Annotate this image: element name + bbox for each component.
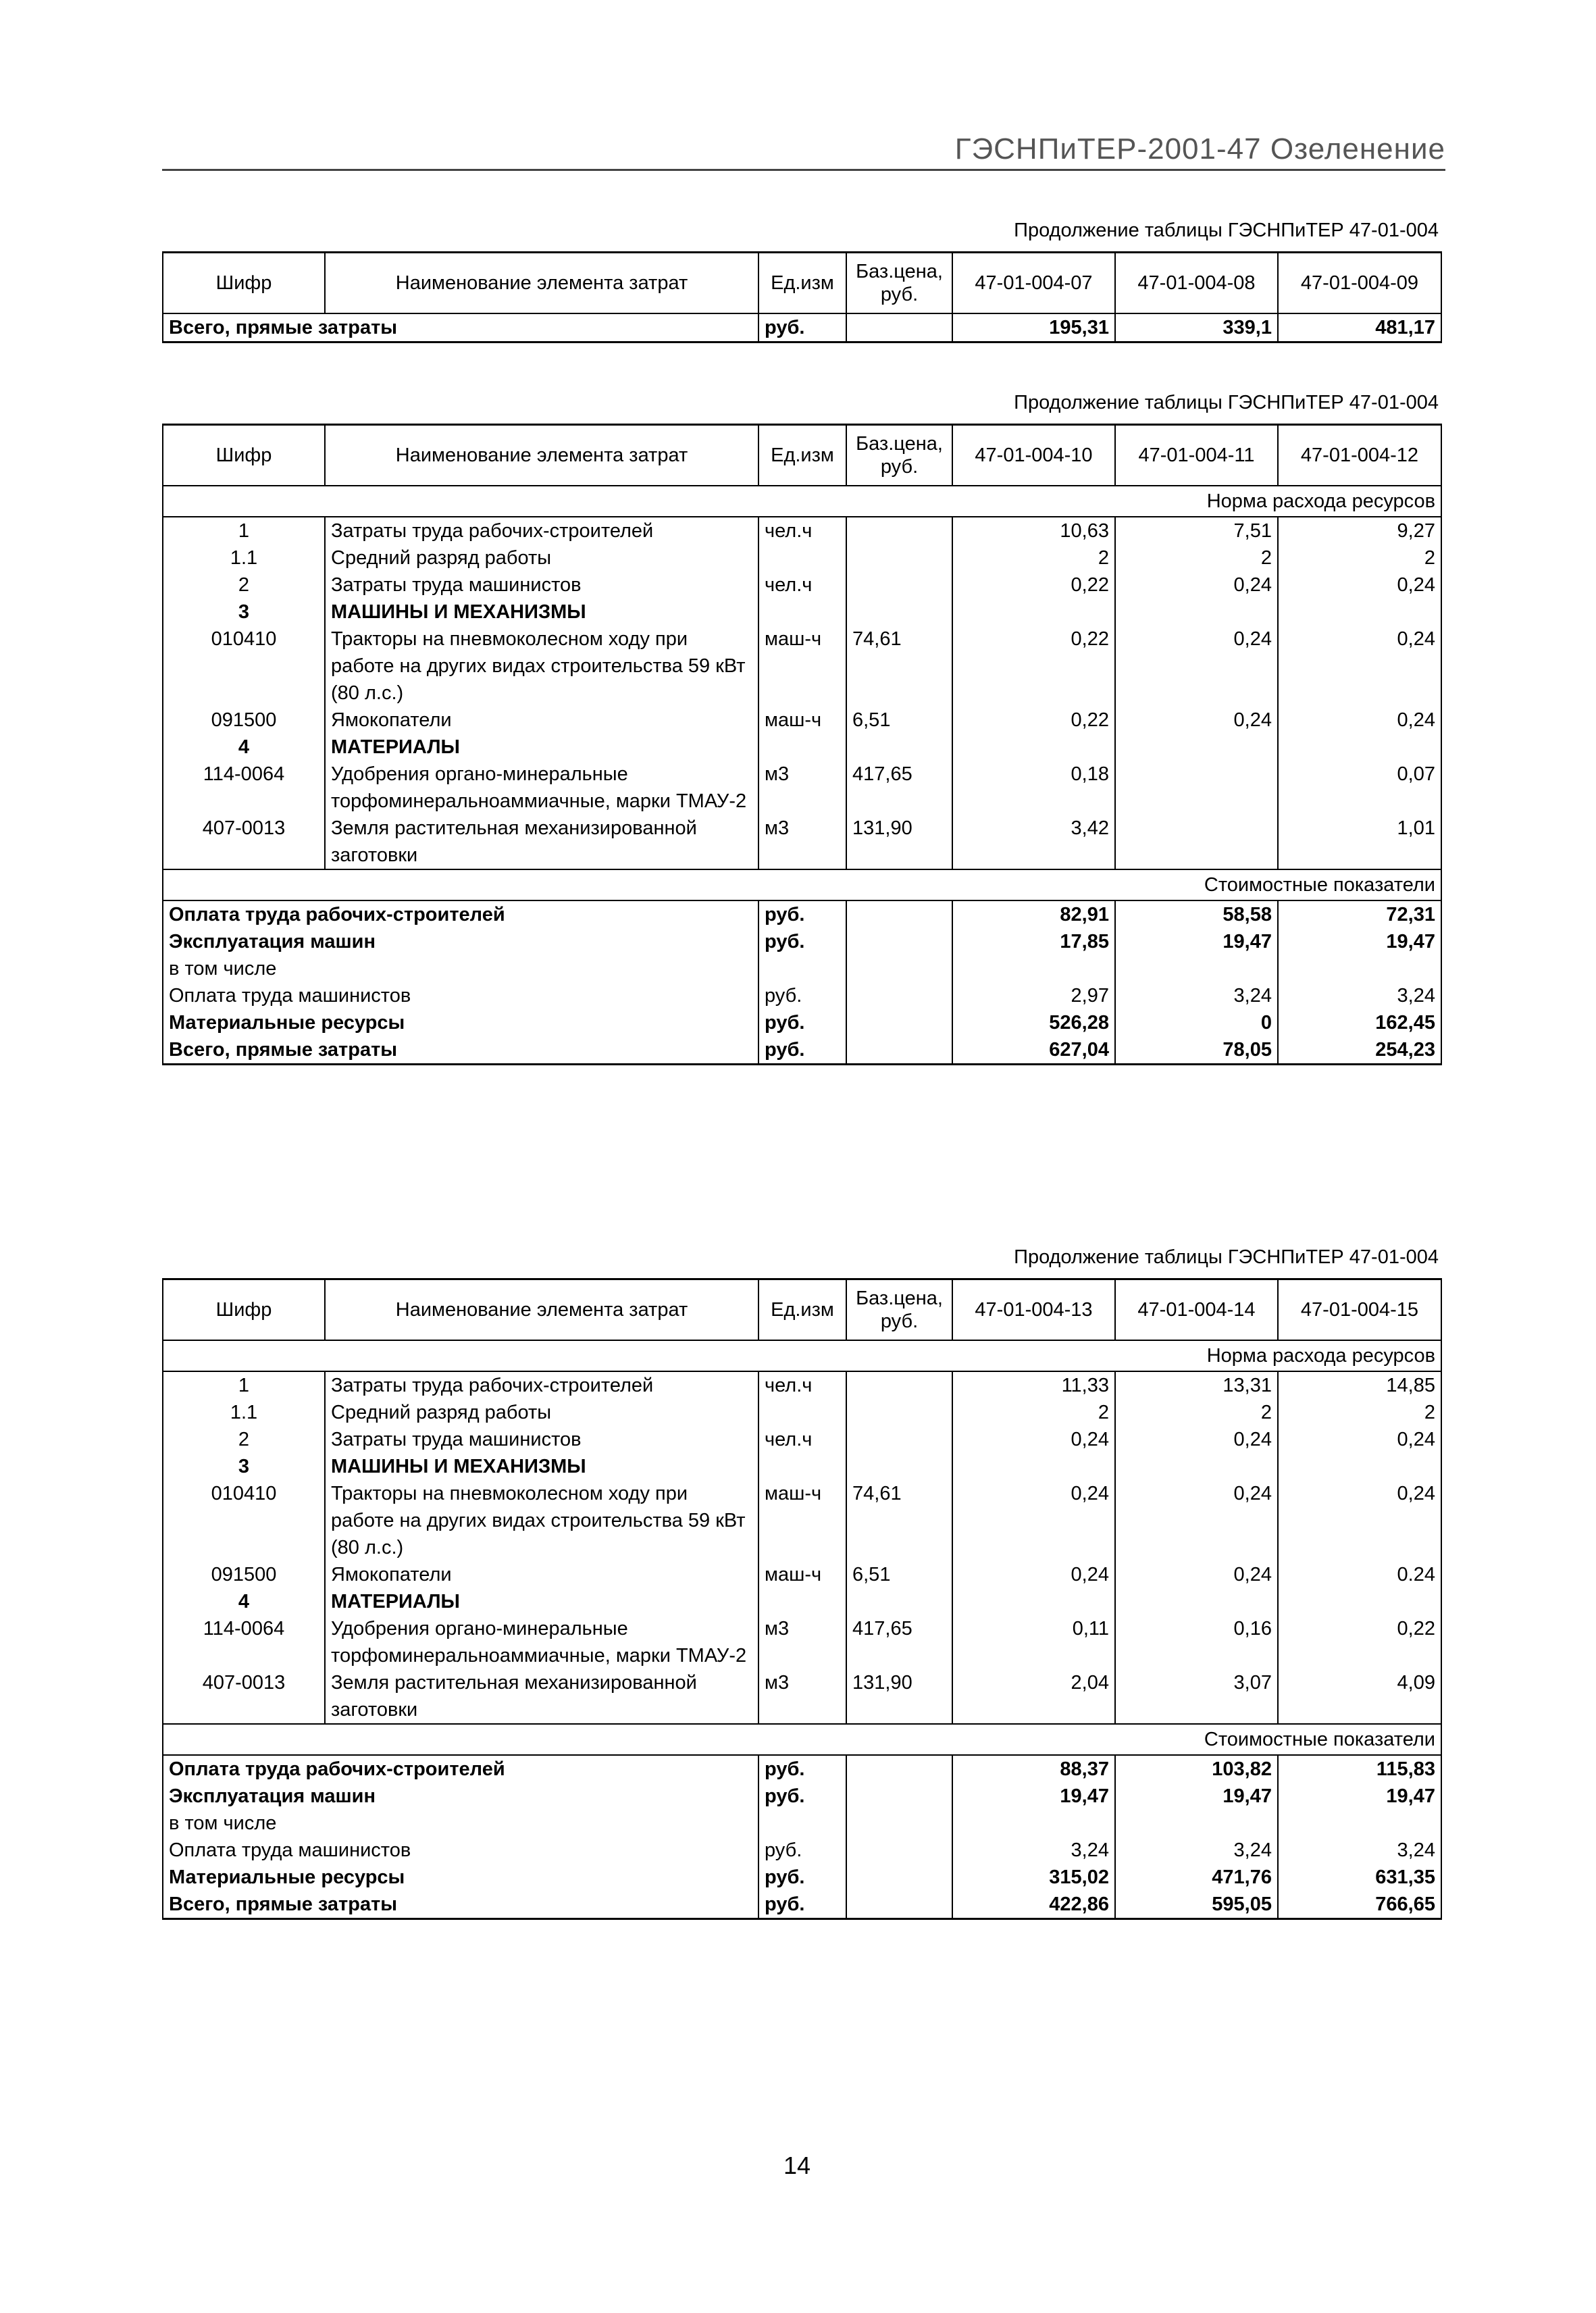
table3-resource-rows: [163, 1371, 1441, 1724]
cell-price: 74,61: [846, 1480, 952, 1561]
cell-unit: [758, 1453, 846, 1480]
cost-unit: руб.: [758, 1755, 846, 1783]
cell-shifr: 114-0064: [163, 1615, 325, 1669]
cell-value: 9,27: [1278, 517, 1441, 544]
cell-value: 0,16: [1115, 1615, 1278, 1669]
cost-value: 526,28: [952, 1009, 1115, 1036]
cost-price: [846, 1755, 952, 1783]
cell-value: 0,24: [952, 1426, 1115, 1453]
cost-unit: руб.: [758, 1891, 846, 1919]
cell-unit: маш-ч: [758, 626, 846, 707]
cost-name: Эксплуатация машин: [163, 1783, 758, 1810]
norm-label: Норма расхода ресурсов: [163, 486, 1441, 517]
cell-name: Удобрения органо-минеральные торфоминеральноаммиачные, марки ТМАУ-2: [325, 1615, 758, 1669]
cell-unit: [758, 734, 846, 761]
cell-name: Удобрения органо-минеральные торфоминеральноаммиачные, марки ТМАУ-2: [325, 761, 758, 815]
cost-name: Оплата труда рабочих-строителей: [163, 1755, 758, 1783]
total-value: 195,31: [952, 313, 1115, 342]
cell-value: [1115, 1588, 1278, 1615]
cost-price: [846, 1891, 952, 1919]
cell-price: [846, 544, 952, 571]
cost-value: 17,85: [952, 928, 1115, 955]
cell-value: 0,24: [1115, 1561, 1278, 1588]
cell-value: 7,51: [1115, 517, 1278, 544]
cost-value: 58,58: [1115, 900, 1278, 928]
cost-value: 78,05: [1115, 1036, 1278, 1065]
cell-unit: м3: [758, 1669, 846, 1724]
cell-value: [952, 734, 1115, 761]
cost-value: 254,23: [1278, 1036, 1441, 1065]
cost-price: [846, 1036, 952, 1065]
cell-value: 0,24: [1278, 1426, 1441, 1453]
cell-shifr: 1.1: [163, 544, 325, 571]
cell-unit: чел.ч: [758, 517, 846, 544]
cell-value: 2: [1115, 1399, 1278, 1426]
col-code-header: 47-01-004-09: [1278, 253, 1441, 314]
norm-label-row: [163, 486, 1441, 517]
cost-value: 3,24: [1278, 982, 1441, 1009]
cost-value: 19,47: [1115, 1783, 1278, 1810]
table-row: [163, 626, 1441, 707]
cost-name: Эксплуатация машин: [163, 928, 758, 955]
cost-name: в том числе: [163, 1810, 758, 1837]
cost-unit: руб.: [758, 1036, 846, 1065]
table-row: [163, 1561, 1441, 1588]
document-header-title: ГЭСНПиТЕР-2001-47 Озеленение: [954, 132, 1445, 166]
total-unit: руб.: [758, 313, 846, 342]
table-row: [163, 734, 1441, 761]
cost-value: 2,97: [952, 982, 1115, 1009]
cost-value: 627,04: [952, 1036, 1115, 1065]
cell-unit: м3: [758, 761, 846, 815]
cost-value: 19,47: [1115, 928, 1278, 955]
table-row: [163, 1588, 1441, 1615]
cell-price: [846, 1426, 952, 1453]
cell-value: 2: [1115, 544, 1278, 571]
cell-price: [846, 1453, 952, 1480]
cell-shifr: 4: [163, 734, 325, 761]
table2: [162, 424, 1442, 1065]
cost-label-row: [163, 1724, 1441, 1755]
cell-price: [846, 734, 952, 761]
cost-value: [1115, 955, 1278, 982]
cell-value: 0,22: [1278, 1615, 1441, 1669]
table1-header-row: [163, 253, 1441, 314]
cell-shifr: 091500: [163, 707, 325, 734]
norm-label-row: [163, 1340, 1441, 1371]
cost-row: [163, 955, 1441, 982]
col-price-header: Баз.цена, руб.: [846, 253, 952, 314]
cell-shifr: 091500: [163, 1561, 325, 1588]
cell-value: [1115, 734, 1278, 761]
cell-price: [846, 1399, 952, 1426]
cell-price: [846, 1588, 952, 1615]
cost-value: 162,45: [1278, 1009, 1441, 1036]
cost-value: 19,47: [952, 1783, 1115, 1810]
cell-value: 11,33: [952, 1371, 1115, 1399]
cost-price: [846, 900, 952, 928]
cost-unit: руб.: [758, 1009, 846, 1036]
cell-value: [1278, 1453, 1441, 1480]
cost-unit: [758, 955, 846, 982]
table-row: [163, 1399, 1441, 1426]
cell-shifr: 2: [163, 1426, 325, 1453]
cell-name: МАТЕРИАЛЫ: [325, 734, 758, 761]
cell-shifr: 4: [163, 1588, 325, 1615]
cost-value: 19,47: [1278, 1783, 1441, 1810]
table-row: [163, 761, 1441, 815]
cell-shifr: 1: [163, 517, 325, 544]
cost-name: Оплата труда машинистов: [163, 982, 758, 1009]
cost-row: [163, 1864, 1441, 1891]
col-name-header: Наименование элемента затрат: [325, 1279, 758, 1341]
cost-row: [163, 1810, 1441, 1837]
cell-value: 0,07: [1278, 761, 1441, 815]
cost-name: Всего, прямые затраты: [163, 1891, 758, 1919]
cost-value: 3,24: [1278, 1837, 1441, 1864]
cell-value: [1278, 734, 1441, 761]
cell-shifr: 1.1: [163, 1399, 325, 1426]
cell-shifr: 2: [163, 571, 325, 599]
cell-name: МАШИНЫ И МЕХАНИЗМЫ: [325, 1453, 758, 1480]
cell-value: 0,24: [1278, 1480, 1441, 1561]
cell-value: 0,18: [952, 761, 1115, 815]
cost-value: 471,76: [1115, 1864, 1278, 1891]
total-value: 481,17: [1278, 313, 1441, 342]
cell-name: Земля растительная механизированной заготовки: [325, 1669, 758, 1724]
cell-price: 417,65: [846, 761, 952, 815]
table2-header-row: [163, 425, 1441, 486]
cell-value: 2,04: [952, 1669, 1115, 1724]
cell-price: [846, 517, 952, 544]
cell-value: 0.24: [1278, 1561, 1441, 1588]
cost-value: 3,24: [1115, 1837, 1278, 1864]
cell-name: Ямокопатели: [325, 1561, 758, 1588]
cost-price: [846, 1810, 952, 1837]
table3-cost-rows: [163, 1755, 1441, 1919]
header-rule: [162, 169, 1445, 171]
cost-value: 72,31: [1278, 900, 1441, 928]
cost-name: в том числе: [163, 955, 758, 982]
col-code-header: 47-01-004-15: [1278, 1279, 1441, 1341]
cell-price: [846, 1371, 952, 1399]
cost-label: Стоимостные показатели: [163, 1724, 1441, 1755]
cost-price: [846, 955, 952, 982]
table-row: [163, 1426, 1441, 1453]
cell-unit: чел.ч: [758, 1371, 846, 1399]
cost-value: 103,82: [1115, 1755, 1278, 1783]
cell-price: 6,51: [846, 707, 952, 734]
cell-value: [1278, 599, 1441, 626]
col-price-header: Баз.цена, руб.: [846, 1279, 952, 1341]
cell-name: Средний разряд работы: [325, 544, 758, 571]
cost-value: 315,02: [952, 1864, 1115, 1891]
col-shifr-header: Шифр: [163, 425, 325, 486]
cost-value: [1278, 955, 1441, 982]
cost-value: 422,86: [952, 1891, 1115, 1919]
table-row: [163, 1480, 1441, 1561]
cost-unit: руб.: [758, 1864, 846, 1891]
cell-value: 0,22: [952, 626, 1115, 707]
cost-label: Стоимостные показатели: [163, 869, 1441, 900]
cell-value: 10,63: [952, 517, 1115, 544]
col-code-header: 47-01-004-13: [952, 1279, 1115, 1341]
table3: [162, 1278, 1442, 1920]
cell-value: 2: [1278, 544, 1441, 571]
cell-value: 0,22: [952, 571, 1115, 599]
cell-value: 0,24: [1115, 707, 1278, 734]
table-row: [163, 1615, 1441, 1669]
cost-row: [163, 1891, 1441, 1919]
cost-price: [846, 1864, 952, 1891]
cell-price: 417,65: [846, 1615, 952, 1669]
col-name-header: Наименование элемента затрат: [325, 253, 758, 314]
cost-value: 766,65: [1278, 1891, 1441, 1919]
cost-value: 115,83: [1278, 1755, 1441, 1783]
cost-unit: руб.: [758, 1837, 846, 1864]
cost-price: [846, 1837, 952, 1864]
table3-caption: Продолжение таблицы ГЭСНПиТЕР 47-01-004: [1014, 1246, 1439, 1268]
table-row: [163, 571, 1441, 599]
table2-resource-rows: [163, 517, 1441, 869]
cell-value: 3,07: [1115, 1669, 1278, 1724]
cost-unit: руб.: [758, 1783, 846, 1810]
cell-price: [846, 599, 952, 626]
cost-value: 19,47: [1278, 928, 1441, 955]
cell-name: Средний разряд работы: [325, 1399, 758, 1426]
cell-value: 0,24: [1115, 1426, 1278, 1453]
cell-value: [952, 599, 1115, 626]
cell-price: [846, 571, 952, 599]
cell-unit: [758, 1399, 846, 1426]
table2-caption: Продолжение таблицы ГЭСНПиТЕР 47-01-004: [1014, 392, 1439, 413]
cost-row: [163, 1837, 1441, 1864]
cell-unit: [758, 599, 846, 626]
table-row: [163, 707, 1441, 734]
cell-name: Затраты труда рабочих-строителей: [325, 1371, 758, 1399]
cost-label-row: [163, 869, 1441, 900]
cost-price: [846, 982, 952, 1009]
cell-value: 2: [952, 544, 1115, 571]
cell-price: 74,61: [846, 626, 952, 707]
cost-name: Материальные ресурсы: [163, 1009, 758, 1036]
cell-name: МАШИНЫ И МЕХАНИЗМЫ: [325, 599, 758, 626]
cell-value: [952, 1453, 1115, 1480]
cell-shifr: 3: [163, 599, 325, 626]
col-unit-header: Ед.изм: [758, 253, 846, 314]
cost-unit: [758, 1810, 846, 1837]
cell-name: Затраты труда рабочих-строителей: [325, 517, 758, 544]
cell-value: 3,42: [952, 815, 1115, 869]
table-row: [163, 599, 1441, 626]
cell-value: 0,24: [1115, 1480, 1278, 1561]
table3-header-row: [163, 1279, 1441, 1341]
cell-value: 0,24: [952, 1561, 1115, 1588]
cell-unit: [758, 1588, 846, 1615]
cost-unit: руб.: [758, 900, 846, 928]
cell-value: 0,24: [1115, 571, 1278, 599]
cost-price: [846, 1783, 952, 1810]
total-price: [846, 313, 952, 342]
cost-value: 0: [1115, 1009, 1278, 1036]
cost-value: 631,35: [1278, 1864, 1441, 1891]
cell-value: [1115, 1453, 1278, 1480]
cell-name: Затраты труда машинистов: [325, 571, 758, 599]
cost-row: [163, 928, 1441, 955]
cost-row: [163, 982, 1441, 1009]
cost-value: 82,91: [952, 900, 1115, 928]
norm-label: Норма расхода ресурсов: [163, 1340, 1441, 1371]
cell-unit: м3: [758, 1615, 846, 1669]
cell-name: Тракторы на пневмоколесном ходу при работе на других видах строительства 59 кВт (80 л.с.): [325, 1480, 758, 1561]
cell-shifr: 407-0013: [163, 1669, 325, 1724]
cell-unit: маш-ч: [758, 1561, 846, 1588]
cost-name: Всего, прямые затраты: [163, 1036, 758, 1065]
cell-unit: м3: [758, 815, 846, 869]
cost-value: [952, 955, 1115, 982]
cell-price: 6,51: [846, 1561, 952, 1588]
cost-name: Оплата труда рабочих-строителей: [163, 900, 758, 928]
col-code-header: 47-01-004-08: [1115, 253, 1278, 314]
cell-shifr: 010410: [163, 1480, 325, 1561]
cell-unit: маш-ч: [758, 707, 846, 734]
cost-value: 595,05: [1115, 1891, 1278, 1919]
cell-shifr: 3: [163, 1453, 325, 1480]
cell-unit: [758, 544, 846, 571]
cost-row: [163, 900, 1441, 928]
cost-row: [163, 1009, 1441, 1036]
page-number: 14: [783, 2152, 811, 2179]
cell-value: 0,24: [952, 1480, 1115, 1561]
col-code-header: 47-01-004-12: [1278, 425, 1441, 486]
col-name-header: Наименование элемента затрат: [325, 425, 758, 486]
col-code-header: 47-01-004-07: [952, 253, 1115, 314]
table-row: [163, 815, 1441, 869]
col-shifr-header: Шифр: [163, 253, 325, 314]
col-unit-header: Ед.изм: [758, 1279, 846, 1341]
table-row: [163, 544, 1441, 571]
col-price-header: Баз.цена, руб.: [846, 425, 952, 486]
cell-value: 2: [952, 1399, 1115, 1426]
col-unit-header: Ед.изм: [758, 425, 846, 486]
cell-value: [1278, 1588, 1441, 1615]
cell-shifr: 407-0013: [163, 815, 325, 869]
col-code-header: 47-01-004-14: [1115, 1279, 1278, 1341]
cell-unit: чел.ч: [758, 571, 846, 599]
cell-shifr: 114-0064: [163, 761, 325, 815]
cell-value: 0,24: [1278, 707, 1441, 734]
col-code-header: 47-01-004-10: [952, 425, 1115, 486]
cell-name: Ямокопатели: [325, 707, 758, 734]
cell-value: [1115, 815, 1278, 869]
col-code-header: 47-01-004-11: [1115, 425, 1278, 486]
cell-name: Тракторы на пневмоколесном ходу при работе на других видах строительства 59 кВт (80 л.с.): [325, 626, 758, 707]
total-value: 339,1: [1115, 313, 1278, 342]
table-row: [163, 517, 1441, 544]
cell-name: МАТЕРИАЛЫ: [325, 1588, 758, 1615]
cell-name: Затраты труда машинистов: [325, 1426, 758, 1453]
cell-value: 14,85: [1278, 1371, 1441, 1399]
cost-unit: руб.: [758, 928, 846, 955]
cell-price: 131,90: [846, 815, 952, 869]
cell-value: 2: [1278, 1399, 1441, 1426]
cell-value: 13,31: [1115, 1371, 1278, 1399]
cell-unit: чел.ч: [758, 1426, 846, 1453]
table-row: [163, 1669, 1441, 1724]
cost-name: Материальные ресурсы: [163, 1864, 758, 1891]
table1: [162, 251, 1442, 343]
cell-shifr: 1: [163, 1371, 325, 1399]
cell-value: [1115, 761, 1278, 815]
cell-value: 1,01: [1278, 815, 1441, 869]
table2-cost-rows: [163, 900, 1441, 1065]
cost-value: [952, 1810, 1115, 1837]
table1-total-row: [163, 313, 1441, 342]
cell-value: [952, 1588, 1115, 1615]
cell-value: [1115, 599, 1278, 626]
cell-unit: маш-ч: [758, 1480, 846, 1561]
cell-name: Земля растительная механизированной заготовки: [325, 815, 758, 869]
cell-value: 0,24: [1278, 571, 1441, 599]
cost-value: 88,37: [952, 1755, 1115, 1783]
cell-value: 0,11: [952, 1615, 1115, 1669]
cost-value: [1115, 1810, 1278, 1837]
cost-row: [163, 1755, 1441, 1783]
table1-caption: Продолжение таблицы ГЭСНПиТЕР 47-01-004: [1014, 220, 1439, 241]
table-row: [163, 1371, 1441, 1399]
cell-value: 0,22: [952, 707, 1115, 734]
cost-unit: руб.: [758, 982, 846, 1009]
cost-value: 3,24: [952, 1837, 1115, 1864]
col-shifr-header: Шифр: [163, 1279, 325, 1341]
cost-value: 3,24: [1115, 982, 1278, 1009]
cost-price: [846, 1009, 952, 1036]
cost-row: [163, 1783, 1441, 1810]
table-row: [163, 1453, 1441, 1480]
cell-value: 4,09: [1278, 1669, 1441, 1724]
cost-value: [1278, 1810, 1441, 1837]
cell-shifr: 010410: [163, 626, 325, 707]
total-label: Всего, прямые затраты: [163, 313, 758, 342]
cost-name: Оплата труда машинистов: [163, 1837, 758, 1864]
cost-price: [846, 928, 952, 955]
cost-row: [163, 1036, 1441, 1065]
cell-value: 0,24: [1278, 626, 1441, 707]
cell-price: 131,90: [846, 1669, 952, 1724]
cell-value: 0,24: [1115, 626, 1278, 707]
